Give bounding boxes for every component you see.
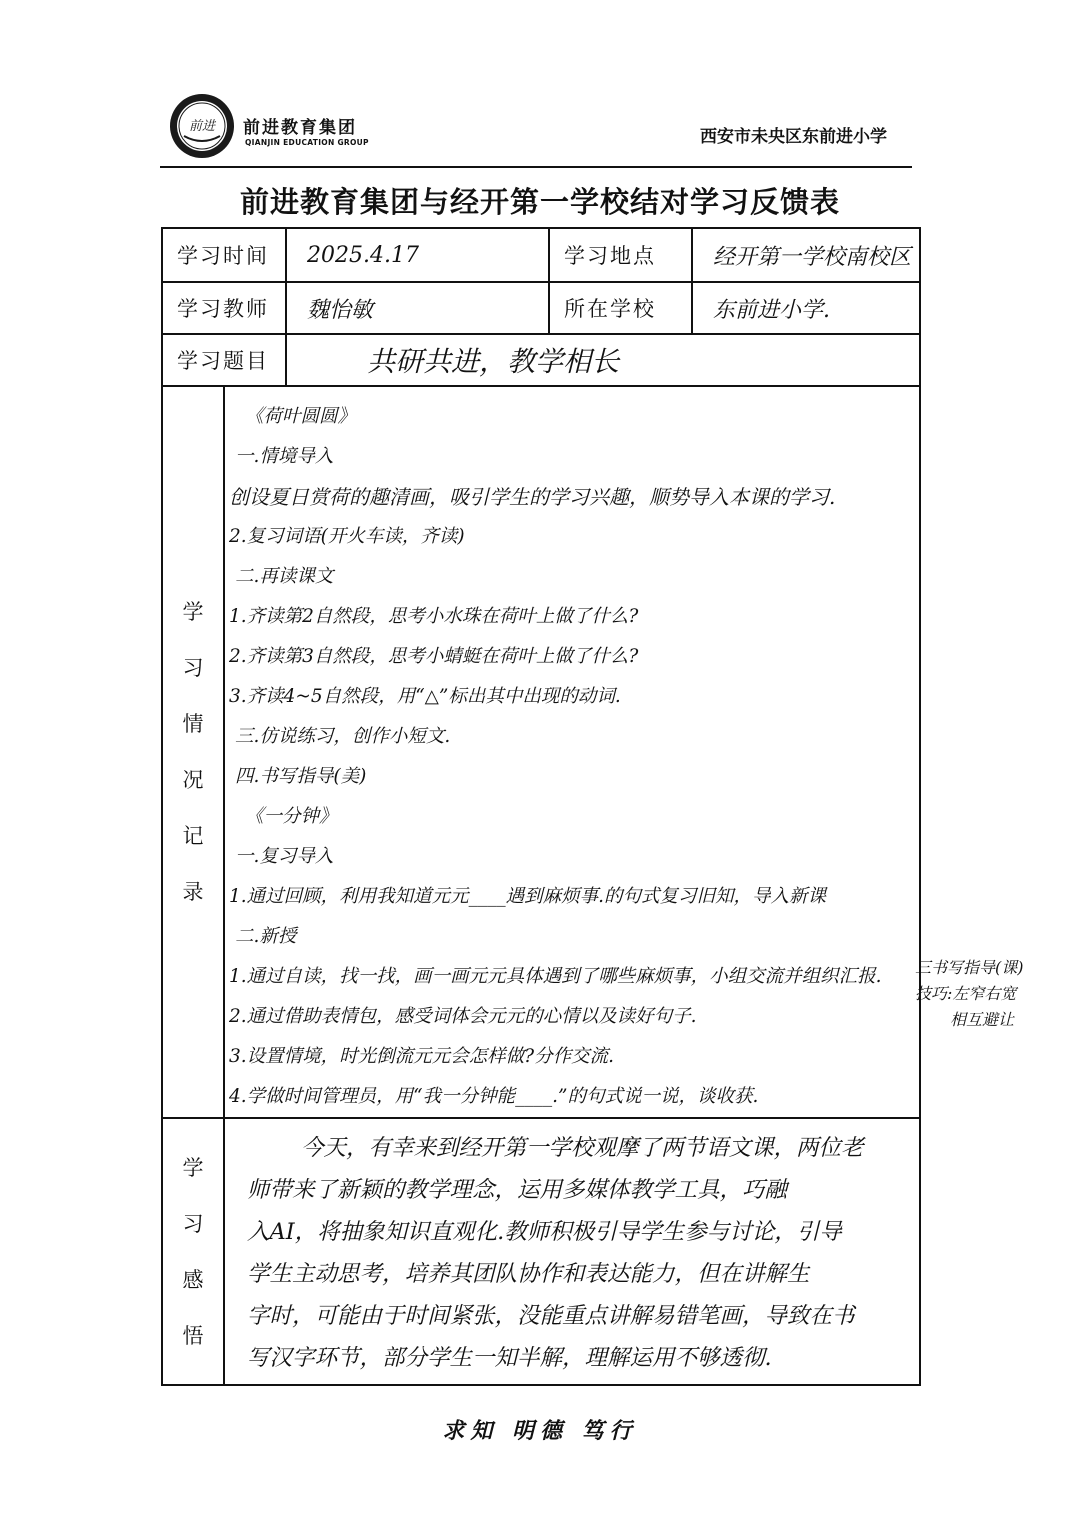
- letterhead: [0, 0, 1080, 170]
- school-logo-icon: [168, 92, 236, 160]
- reflection-line: 师带来了新颖的教学理念，运用多媒体教学工具，巧融: [247, 1177, 788, 1203]
- feedback-form: [161, 227, 1024, 1386]
- record-label-char: 学: [182, 600, 204, 624]
- lesson-title: 《一分钟》: [245, 806, 338, 827]
- record-line: 3.齐读4~5自然段，用“△”标出其中出现的动词.: [229, 686, 621, 707]
- topic-field[interactable]: 共研共进，教学相长: [286, 334, 920, 386]
- reflection-label-char: 习: [182, 1211, 204, 1236]
- school-label: 所在学校: [549, 282, 692, 334]
- reflection-line: 写汉字环节，部分学生一知半解，理解运用不够透彻.: [247, 1345, 772, 1371]
- record-line: 2.复习词语(开火车读，齐读): [229, 526, 465, 547]
- record-line: 3.设置情境，时光倒流元元会怎样做?分作交流.: [229, 1046, 614, 1067]
- row-teacher-school: [162, 282, 920, 334]
- record-line: 二.再读课文: [235, 566, 334, 587]
- side-note: 相互避让: [950, 1010, 1015, 1029]
- reflection-line: 入AI，将抽象知识直观化.教师积极引导学生参与讨论，引导: [247, 1219, 842, 1245]
- reflection-label: [162, 1118, 224, 1385]
- reflection-line: 今天，有幸来到经开第一学校观摩了两节语文课，两位老: [301, 1135, 864, 1161]
- reflection-label-char: 学: [182, 1155, 204, 1180]
- record-line: 二.新授: [235, 926, 297, 947]
- teacher-label: 学习教师: [162, 282, 286, 334]
- logo-text: 前进: [188, 119, 216, 134]
- record-label-char: 习: [182, 656, 204, 680]
- side-note: 三书写指导(课): [915, 958, 1024, 977]
- reflection-content[interactable]: [224, 1118, 920, 1385]
- group-name-en: QIANJIN EDUCATION GROUP: [245, 138, 369, 147]
- record-line: 1.齐读第2自然段，思考小水珠在荷叶上做了什么?: [229, 606, 639, 627]
- school-field[interactable]: 东前进小学.: [692, 282, 920, 334]
- record-line: 1.通过自读，找一找，画一画元元具体遇到了哪些麻烦事，小组交流并组织汇报.: [229, 966, 882, 987]
- row-record: [162, 386, 920, 1118]
- lesson-title: 《荷叶圆圆》: [245, 406, 357, 427]
- record-line: 一.情境导入: [235, 446, 334, 467]
- time-label: 学习时间: [162, 228, 286, 282]
- record-line: 一.复习导入: [235, 846, 334, 867]
- side-note: 技巧:左窄右宽: [915, 984, 1017, 1003]
- reflection-line: 学生主动思考，培养其团队协作和表达能力，但在讲解生: [247, 1261, 810, 1287]
- place-label: 学习地点: [549, 228, 692, 282]
- record-content[interactable]: [224, 386, 1024, 1118]
- record-label-char: 情: [182, 712, 204, 736]
- record-line: 创设夏日赏荷的趣清画，吸引学生的学习兴趣，顺势导入本课的学习.: [229, 485, 836, 509]
- reflection-label-char: 感: [182, 1267, 204, 1292]
- reflection-label-char: 悟: [182, 1323, 204, 1348]
- record-label-char: 录: [182, 880, 204, 904]
- time-field[interactable]: 2025.4.17: [286, 228, 549, 282]
- record-line: 四.书写指导(美): [235, 766, 367, 787]
- record-line: 2.齐读第3自然段，思考小蜻蜓在荷叶上做了什么?: [229, 646, 639, 667]
- reflection-line: 字时，可能由于时间紧张，没能重点讲解易错笔画，导致在书: [247, 1303, 855, 1329]
- row-time-place: [162, 228, 920, 282]
- record-label-char: 记: [182, 824, 204, 848]
- record-line: 4.学做时间管理员，用“我一分钟能____.”的句式说一说，谈收获.: [229, 1086, 759, 1107]
- teacher-field[interactable]: 魏怡敏: [286, 282, 549, 334]
- header-divider: [160, 166, 912, 168]
- form-title: 前进教育集团与经开第一学校结对学习反馈表: [239, 185, 840, 219]
- record-line: 三.仿说练习，创作小短文.: [235, 726, 451, 747]
- row-topic: [162, 334, 920, 386]
- record-label-char: 况: [182, 768, 204, 792]
- group-name: 前进教育集团: [243, 118, 357, 138]
- school-name: 西安市未央区东前进小学: [700, 127, 887, 147]
- record-line: 2.通过借助表情包，感受词体会元元的心情以及读好句子.: [229, 1006, 697, 1027]
- school-motto: 求知 明德 笃行: [442, 1418, 638, 1444]
- record-line: 1.通过回顾，利用我知道元元____遇到麻烦事.的句式复习旧知，导入新课: [229, 886, 827, 907]
- record-label: [162, 386, 224, 1118]
- topic-label: 学习题目: [162, 334, 286, 386]
- place-field[interactable]: 经开第一学校南校区: [692, 228, 920, 282]
- row-reflection: [162, 1118, 920, 1385]
